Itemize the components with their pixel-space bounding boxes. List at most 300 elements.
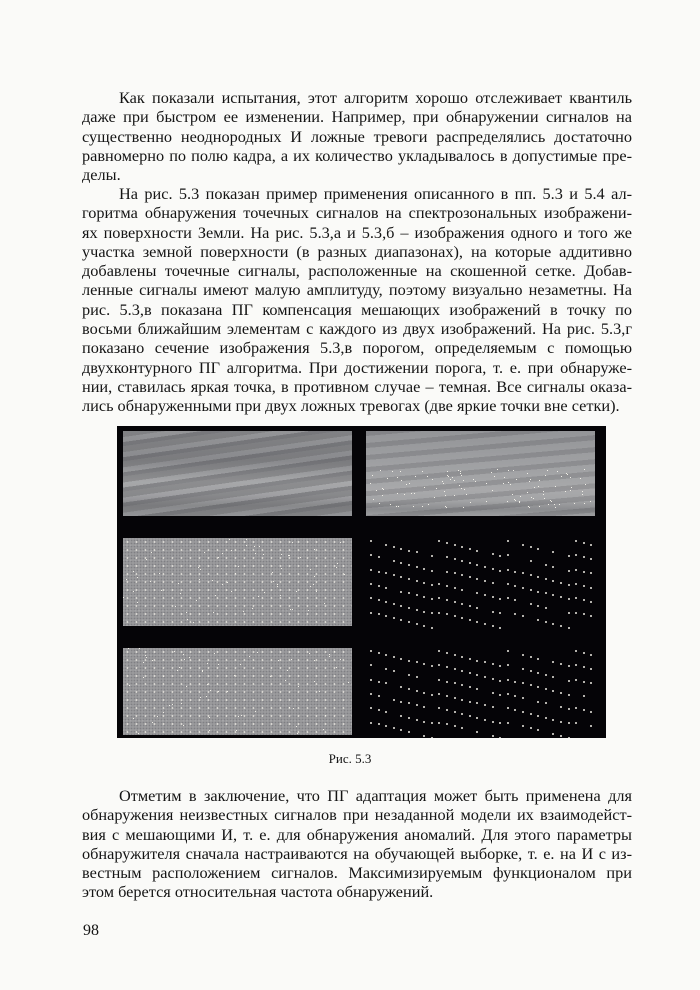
signal-dot [454, 587, 456, 589]
signal-dot [370, 664, 372, 666]
speckle [298, 686, 299, 687]
speckle [183, 725, 184, 726]
signal-dot [370, 707, 372, 709]
signal-dot [461, 603, 463, 605]
speckle [454, 480, 455, 481]
signal-dot [537, 701, 539, 703]
signal-dot [461, 656, 463, 658]
signal-dot [499, 737, 501, 738]
signal-dot [530, 603, 532, 605]
speckle [319, 691, 320, 692]
speckle [409, 483, 410, 484]
signal-dot [499, 694, 501, 696]
speckle [580, 478, 581, 479]
speckle [184, 659, 185, 660]
speckle [545, 475, 546, 476]
signal-dot [446, 709, 448, 711]
signal-dot [469, 672, 471, 674]
signal-dot [507, 540, 509, 542]
signal-dot [575, 722, 577, 724]
signal-dot [590, 615, 592, 617]
speckle [390, 504, 391, 505]
speckle [566, 473, 567, 474]
signal-dot [385, 601, 387, 603]
speckle [280, 595, 281, 596]
signal-dot [514, 681, 516, 683]
speckle [382, 495, 383, 496]
speckle [447, 471, 448, 472]
signal-dot [499, 612, 501, 614]
signal-dot [438, 664, 440, 666]
signal-dot [507, 554, 509, 556]
speckle [151, 552, 152, 553]
speckle [507, 501, 508, 502]
speckle [252, 608, 253, 609]
speckle [446, 507, 447, 508]
signal-dot [476, 688, 478, 690]
speckle [340, 542, 341, 543]
speckle [207, 684, 208, 685]
speckle [238, 566, 239, 567]
signal-dot [400, 729, 402, 731]
signal-dot [476, 621, 478, 623]
speckle [180, 593, 181, 594]
signal-dot [438, 693, 440, 695]
signal-dot [583, 681, 585, 683]
speckle [263, 554, 264, 555]
speckle [486, 501, 487, 502]
speckle [222, 553, 223, 554]
signal-dot [438, 707, 440, 709]
signal-dot [575, 583, 577, 585]
speckle [289, 707, 290, 708]
signal-dot [393, 574, 395, 576]
speckle [415, 476, 416, 477]
signal-dot [400, 658, 402, 660]
speckle [448, 476, 449, 477]
speckle [582, 491, 583, 492]
signal-dot [385, 668, 387, 670]
signal-dot [560, 596, 562, 598]
signal-dot [568, 598, 570, 600]
signal-dot [583, 666, 585, 668]
signal-dot [454, 544, 456, 546]
speckle [235, 573, 236, 574]
signal-dot [393, 699, 395, 701]
signal-dot [416, 719, 418, 721]
speckle [292, 542, 293, 543]
signal-dot [560, 663, 562, 665]
signal-dot [378, 571, 380, 573]
speckle [246, 539, 247, 540]
signal-dot [408, 731, 410, 733]
signal-dot [370, 554, 372, 556]
speckle [159, 573, 160, 574]
speckle [503, 483, 504, 484]
speckle [470, 502, 471, 503]
speckle [383, 489, 384, 490]
paragraph-1 [82, 88, 632, 184]
signal-dot [393, 727, 395, 729]
signal-dot [385, 615, 387, 617]
speckle [212, 580, 213, 581]
signal-dot [545, 717, 547, 719]
signal-dot [492, 678, 494, 680]
signal-dot [499, 680, 501, 682]
signal-dot [385, 572, 387, 574]
speckle [285, 680, 286, 681]
speckle [255, 553, 256, 554]
speckle [584, 469, 585, 470]
signal-dot [378, 681, 380, 683]
signal-dot [492, 735, 494, 737]
signal-dot [393, 670, 395, 672]
speckle [398, 506, 399, 507]
speckle [246, 545, 247, 546]
signal-dot [423, 692, 425, 694]
signal-dot [499, 555, 501, 557]
signal-dot [461, 589, 463, 591]
signal-dot [416, 690, 418, 692]
signal-dot [568, 627, 570, 629]
signal-dot [552, 733, 554, 735]
signal-dot [446, 681, 448, 683]
speckle [461, 488, 462, 489]
signal-dot [370, 569, 372, 571]
signal-dot [431, 584, 433, 586]
speckle [397, 477, 398, 478]
signal-dot [446, 652, 448, 654]
speckle [530, 479, 531, 480]
signal-dot [590, 682, 592, 684]
speckle [584, 503, 585, 504]
speckle [196, 600, 197, 601]
signal-dot [454, 654, 456, 656]
speckle [387, 478, 388, 479]
signal-dot [545, 674, 547, 676]
signal-dot [370, 722, 372, 724]
speckle [570, 477, 571, 478]
speckle [255, 711, 256, 712]
speckle [129, 685, 130, 686]
speckle [209, 717, 210, 718]
signal-dot [583, 695, 585, 697]
signal-dot [568, 722, 570, 724]
signal-dot [378, 695, 380, 697]
speckle [206, 696, 207, 697]
signal-dot [370, 693, 372, 695]
speckle [139, 648, 140, 649]
signal-dot [461, 727, 463, 729]
speckle [193, 622, 194, 623]
figure-panel-c-image [123, 538, 352, 626]
speckle [258, 596, 259, 597]
speckle [329, 656, 330, 657]
speckle [463, 507, 464, 508]
signal-dot [590, 544, 592, 546]
signal-dot [552, 661, 554, 663]
signal-dot [583, 652, 585, 654]
signal-dot [446, 585, 448, 587]
speckle [202, 670, 203, 671]
signal-dot [530, 656, 532, 658]
signal-dot [484, 594, 486, 596]
signal-dot [560, 721, 562, 723]
signal-dot [583, 709, 585, 711]
speckle [531, 497, 532, 498]
figure-panel-d-image [123, 648, 352, 735]
speckle [133, 718, 134, 719]
signal-dot [545, 688, 547, 690]
text-line: добавлены точечные сигналы, расположенные на скошенной сетке. Добав- [82, 261, 632, 281]
speckle [427, 476, 428, 477]
signal-dot [416, 566, 418, 568]
speckle [133, 591, 134, 592]
speckle [161, 590, 162, 591]
speckle [529, 507, 530, 508]
speckle [179, 667, 180, 668]
signal-dot [408, 717, 410, 719]
speckle [137, 602, 138, 603]
signal-dot [552, 566, 554, 568]
signal-dot [514, 613, 516, 615]
signal-dot [492, 568, 494, 570]
signal-dot [583, 542, 585, 544]
speckle [442, 481, 443, 482]
signal-dot [408, 674, 410, 676]
signal-dot [431, 570, 433, 572]
speckle [340, 659, 341, 660]
speckle [382, 488, 383, 489]
speckle [163, 712, 164, 713]
speckle [241, 715, 242, 716]
speckle [172, 704, 173, 705]
signal-dot [385, 654, 387, 656]
signal-dot [522, 587, 524, 589]
signal-dot [522, 682, 524, 684]
speckle [533, 498, 534, 499]
signal-dot [484, 676, 486, 678]
signal-dot [476, 702, 478, 704]
text-line: Отметим в заключение, что ПГ адаптация может быть применена для [119, 786, 632, 805]
signal-dot [454, 558, 456, 560]
signal-dot [423, 663, 425, 665]
signal-dot [568, 612, 570, 614]
signal-dot [469, 686, 471, 688]
signal-dot [370, 679, 372, 681]
signal-dot [400, 562, 402, 564]
signal-dot [438, 722, 440, 724]
signal-dot [431, 555, 433, 557]
signal-dot [431, 627, 433, 629]
signal-dot [378, 599, 380, 601]
speckle [314, 549, 315, 550]
signal-dot [408, 550, 410, 552]
signal-dot [393, 656, 395, 658]
signal-dot [522, 654, 524, 656]
signal-dot [416, 580, 418, 582]
speckle [561, 476, 562, 477]
signal-dot [454, 697, 456, 699]
signal-dot [476, 578, 478, 580]
speckle [436, 488, 437, 489]
signal-dot [522, 711, 524, 713]
signal-dot [537, 591, 539, 593]
signal-dot [492, 721, 494, 723]
speckle [337, 563, 338, 564]
signal-dot [393, 617, 395, 619]
paragraph-2 [82, 184, 632, 416]
speckle [257, 652, 258, 653]
speckle [567, 474, 568, 475]
text-line: делы. [82, 165, 121, 185]
speckle [214, 653, 215, 654]
speckle [543, 494, 544, 495]
signal-dot [583, 585, 585, 587]
signal-dot [492, 706, 494, 708]
speckle [222, 584, 223, 585]
signal-dot [476, 717, 478, 719]
speckle [344, 574, 345, 575]
signal-dot [385, 725, 387, 727]
signal-dot [575, 569, 577, 571]
signal-dot [423, 625, 425, 627]
signal-dot [400, 701, 402, 703]
text-line: обнаружителя сначала настраиваются на обучающей выборке, т. е. на И с из- [82, 843, 632, 863]
speckle [296, 726, 297, 727]
speckle [454, 495, 455, 496]
signal-dot [560, 582, 562, 584]
signal-dot [400, 576, 402, 578]
speckle [313, 584, 314, 585]
speckle [334, 651, 335, 652]
speckle [445, 495, 446, 496]
speckle [428, 504, 429, 505]
speckle [169, 705, 170, 706]
speckle [414, 493, 415, 494]
signal-dot [499, 570, 501, 572]
speckle [314, 576, 315, 577]
signal-dot [423, 721, 425, 723]
signal-dot [423, 706, 425, 708]
signal-dot [378, 613, 380, 615]
figure-panel-a-image [123, 431, 352, 516]
signal-dot [575, 650, 577, 652]
speckle [227, 582, 228, 583]
speckle [396, 506, 397, 507]
signal-dot [537, 619, 539, 621]
speckle [463, 480, 464, 481]
speckle [460, 471, 461, 472]
speckle [508, 470, 509, 471]
speckle [508, 482, 509, 483]
speckle [379, 503, 380, 504]
signal-dot [522, 615, 524, 617]
signal-dot [431, 694, 433, 696]
speckle [555, 486, 556, 487]
text-line: участка земной поверхности (в разных диапазонах), на которые аддитивно [82, 241, 632, 261]
speckle [146, 559, 147, 560]
signal-dot [461, 699, 463, 701]
signal-dot [530, 684, 532, 686]
signal-dot [446, 571, 448, 573]
signal-dot [446, 542, 448, 544]
text-line: существенно неоднородных И ложные тревоги распределялись достаточно [82, 126, 632, 146]
signal-dot [499, 598, 501, 600]
signal-dot [545, 702, 547, 704]
signal-dot [560, 625, 562, 627]
speckle [397, 493, 398, 494]
signal-dot [469, 605, 471, 607]
speckle [539, 480, 540, 481]
speckle [316, 591, 317, 592]
speckle [126, 579, 127, 580]
signal-dot [507, 693, 509, 695]
signal-dot [583, 556, 585, 558]
speckle [296, 591, 297, 592]
signal-dot [438, 650, 440, 652]
signal-dot [514, 585, 516, 587]
speckle [137, 577, 138, 578]
signal-dot [378, 585, 380, 587]
signal-dot [545, 592, 547, 594]
speckle [218, 691, 219, 692]
speckle [174, 651, 175, 652]
signal-dot [545, 607, 547, 609]
signal-dot [446, 613, 448, 615]
speckle [199, 579, 200, 580]
signal-dot [469, 548, 471, 550]
signal-dot [507, 664, 509, 666]
signal-dot [537, 605, 539, 607]
signal-dot [552, 690, 554, 692]
speckle [460, 473, 461, 474]
signal-dot [492, 596, 494, 598]
speckle [527, 473, 528, 474]
speckle [519, 502, 520, 503]
speckle [238, 716, 239, 717]
signal-dot [408, 578, 410, 580]
speckle [492, 490, 493, 491]
speckle [287, 670, 288, 671]
speckle [510, 484, 511, 485]
signal-dot [484, 704, 486, 706]
speckle [504, 477, 505, 478]
text-line: двухконтурного ПГ алгоритма. При достижении порога, т. е. при обнаруже- [82, 357, 632, 377]
speckle [401, 480, 402, 481]
signal-dot [423, 735, 425, 737]
speckle [227, 691, 228, 692]
signal-dot [393, 603, 395, 605]
signal-dot [385, 587, 387, 589]
speckle [204, 552, 205, 553]
speckle [189, 657, 190, 658]
speckle [236, 730, 237, 731]
signal-dot [590, 558, 592, 560]
figure-5-3 [117, 426, 606, 738]
signal-dot [408, 592, 410, 594]
speckle [259, 546, 260, 547]
speckle [310, 569, 311, 570]
signal-dot [522, 668, 524, 670]
signal-dot [408, 607, 410, 609]
signal-dot [560, 735, 562, 737]
speckle [590, 501, 591, 502]
signal-dot [514, 709, 516, 711]
signal-dot [560, 706, 562, 708]
speckle [186, 612, 187, 613]
speckle [434, 497, 435, 498]
